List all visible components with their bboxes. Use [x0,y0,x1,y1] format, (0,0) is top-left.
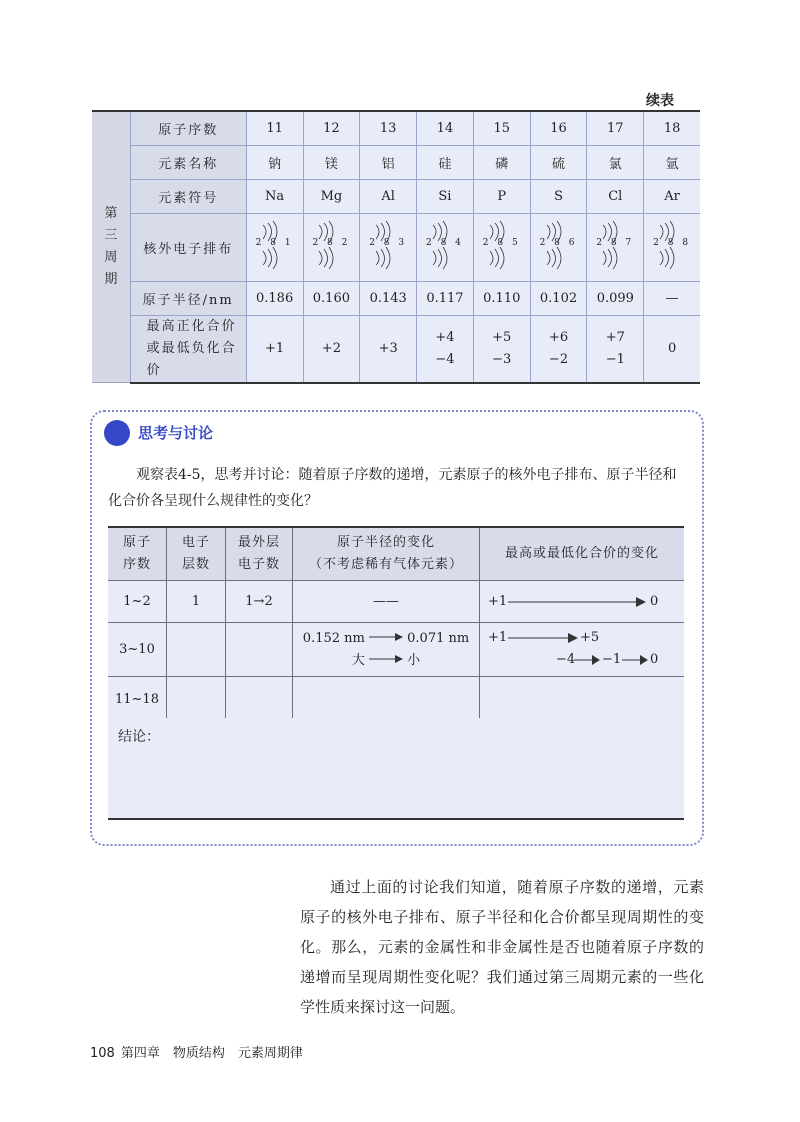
valence [303,315,360,383]
row-header-element-name: 元素名称 [130,145,246,179]
period-label [92,111,130,383]
arrow-icon [369,654,403,664]
valence [644,315,700,383]
chapter-label: 第四章 [120,1046,160,1061]
atomic-radius: — [644,281,700,315]
element-symbol: S [530,179,587,213]
atomic-number: 17 [587,111,644,145]
valence-top: 0 [667,340,677,356]
atomic-radius: 0.117 [417,281,474,315]
row-outer [226,581,293,623]
discussion-bullet-icon [104,420,130,446]
arrow-icon: → [253,594,265,609]
valence [246,315,303,383]
atomic-number: 13 [360,111,417,145]
element-symbol: P [473,179,530,213]
atomic-radius: 0.110 [473,281,530,315]
electron-config-text: 2 8 8 [653,238,692,248]
element-name: 钠 [246,145,303,179]
valence-top: +1 [265,340,285,356]
valence-to: 0 [650,593,659,609]
discussion-prompt: 观察表4-5，思考并讨论：随着原子序数的递增，元素原子的核外电子排布、原子半径和化合价各呈现什么规律性的变化？ [108,467,677,509]
continued-label: 续表 [646,93,674,109]
row-header-valence: 最高正化合价或最低负化合价 [130,315,246,383]
atomic-number: 11 [246,111,303,145]
electron-config [417,213,474,281]
valence-top: +2 [321,340,341,356]
row-range: 11~18 [108,677,167,723]
element-name: 铝 [360,145,417,179]
row-header-atomic-number: 原子序数 [130,111,246,145]
header-valence-change: 最高或最低化合价的变化 [480,527,685,581]
chapter-title: 物质结构 元素周期律 [172,1046,303,1061]
electron-config-text: 2 8 6 [539,238,578,248]
electron-config-text: 2 8 4 [426,238,464,248]
electron-config-text: 2 8 7 [596,238,635,248]
electron-config [246,213,303,281]
empty-cell [293,677,480,723]
header-line: 电子数 [237,557,280,572]
valence [530,315,587,383]
electron-config-text: 2 8 3 [369,238,408,248]
header-line: 原子 [122,535,151,550]
row-radius: —— [293,581,480,623]
element-symbol: Mg [303,179,360,213]
row-range: 1~2 [108,581,167,623]
element-symbol: Ar [644,179,700,213]
valence-top: +5 [492,329,512,345]
discussion-title: 思考与讨论 [138,424,214,442]
valence-neg-c: 0 [650,651,659,667]
size-from: 大 [351,652,365,668]
atomic-radius: 0.186 [246,281,303,315]
electron-config-text: 2 8 1 [255,238,294,248]
page-number: 108 [90,1046,115,1061]
valence-from: +1 [488,593,508,609]
header-line: 序数 [122,557,151,572]
atomic-number: 16 [530,111,587,145]
outer-to: 2 [264,594,273,609]
element-symbol: Al [360,179,417,213]
electron-config-text: 2 8 2 [312,238,351,248]
electron-config [473,213,530,281]
header-line: 最外层 [237,535,280,550]
row-header-symbol: 元素符号 [130,179,246,213]
valence-bottom: −4 [435,351,455,367]
element-name: 氩 [644,145,700,179]
period-label-text: 第三周期 [104,206,118,287]
valence-top: +3 [378,340,398,356]
valence-neg-b: −1 [602,651,622,667]
valence [360,315,417,383]
empty-cell [167,677,226,723]
arrow-icon [508,630,578,646]
valence-neg-a: −4 [556,651,576,667]
long-arrow-icon [508,594,648,610]
arrow-icon [622,652,648,668]
arrow-icon [574,652,600,668]
valence [417,315,474,383]
header-atomic-number [108,527,167,581]
header-shells [167,527,226,581]
valence [587,315,644,383]
row-valence [480,623,685,677]
electron-config [360,213,417,281]
element-table [92,110,700,384]
electron-config [303,213,360,281]
body-paragraph: 通过上面的讨论我们知道，随着原子序数的递增，元素原子的核外电子排布、原子半径和化合价都呈现周期性的变化。那么，元素的金属性和非金属性是否也随着原子序数的递增而呈现周期性变化呢？我们通过第三周期元素的一些化学性质来探讨这一问题。 [300,878,704,1016]
valence-bottom: −2 [548,351,569,367]
header-line: 原子半径的变化 [336,535,435,550]
conclusion-label: 结论： [118,729,160,745]
valence-top: +7 [605,329,625,345]
element-symbol: Na [246,179,303,213]
electron-config [644,213,700,281]
arrow-icon [369,632,403,642]
discussion-table [108,526,684,723]
electron-config-text: 2 8 5 [482,238,521,248]
element-symbol: Cl [587,179,644,213]
size-to: 小 [407,652,421,668]
header-radius-change [293,527,480,581]
row-range: 3~10 [108,623,167,677]
atomic-radius: 0.160 [303,281,360,315]
radius-to: 0.071 nm [407,630,470,646]
element-name: 硫 [530,145,587,179]
electron-config [530,213,587,281]
atomic-radius: 0.102 [530,281,587,315]
atomic-radius: 0.099 [587,281,644,315]
row-header-electron-config: 核外电子排布 [130,213,246,281]
row-radius [293,623,480,677]
empty-cell [226,677,293,723]
element-name: 硅 [417,145,474,179]
row-outer-empty [226,623,293,677]
header-line: 层数 [181,557,210,572]
valence [473,315,530,383]
valence-top: +6 [548,329,569,345]
valence-bottom: −3 [492,351,512,367]
header-outer-electrons [226,527,293,581]
outer-from: 1 [245,594,254,609]
valence-pos-from: +1 [488,629,508,645]
electron-config [587,213,644,281]
element-name: 镁 [303,145,360,179]
row-shells: 1 [167,581,226,623]
conclusion-area[interactable] [108,718,684,820]
valence-top: +4 [435,329,455,345]
header-line: 电子 [181,535,210,550]
atomic-number: 12 [303,111,360,145]
row-shells-empty [167,623,226,677]
atomic-radius: 0.143 [360,281,417,315]
valence-bottom: −1 [605,351,625,367]
header-line: （不考虑稀有气体元素） [308,557,463,572]
row-header-radius: 原子半径/nm [130,281,246,315]
radius-from: 0.152 nm [302,630,365,646]
atomic-number: 14 [417,111,474,145]
row-valence [480,581,685,623]
valence-pos-to: +5 [580,629,600,645]
element-name: 氯 [587,145,644,179]
atomic-number: 18 [644,111,700,145]
atomic-number: 15 [473,111,530,145]
element-name: 磷 [473,145,530,179]
element-symbol: Si [417,179,474,213]
empty-cell [480,677,685,723]
page-footer [90,1042,303,1061]
